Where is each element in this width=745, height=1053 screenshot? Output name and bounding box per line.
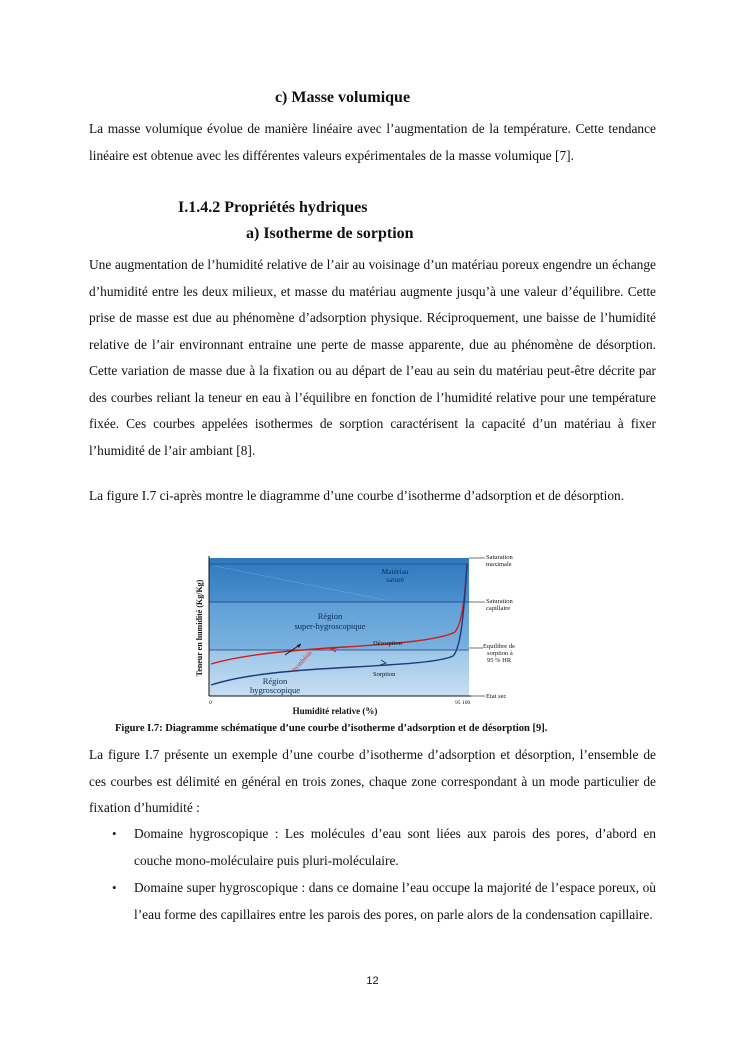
paragraph-masse-volumique: La masse volumique évolue de manière linéaire avec l’augmentation de la température. Cette tendance linéaire est obtenue avec les différentes valeurs expérimentales de la masse volumique [7]. xyxy=(89,121,656,163)
zone-saturated-label: Matériau xyxy=(381,567,409,576)
sorption-label: Sorption xyxy=(373,671,396,678)
list-item-text: Domaine super hygroscopique : dans ce domaine l’eau occupe la majorité de l’espace poreux, où l’eau forme des capillaires entre les parois des pores, on parle alors de la condensation capillaire. xyxy=(134,880,656,922)
list-item-text: Domaine hygroscopique : Les molécules d’eau sont liées aux parois des pores, d’abord en couche mono-moléculaire puis pluri-moléculaire. xyxy=(134,826,656,868)
paragraph-figure-intro: La figure I.7 ci-après montre le diagramme d’une courbe d’isotherme d’adsorption et de désorption. xyxy=(89,488,625,503)
section-title-isotherme: a) Isotherme de sorption xyxy=(246,225,414,242)
zone-saturated xyxy=(209,558,469,602)
x-tick-95: 95 xyxy=(455,700,461,706)
paragraph-isotherme: Une augmentation de l’humidité relative de l’air au voisinage d’un matériau poreux engendre un échange d’humidité entre les deux milieux, et masse du matériau augmente jusqu’à une valeur d’équilibre. Cette prise de masse est due au phénomène d’adsorption physique. Réciproquement, une baisse de l’humidité relative de l’air environnant entraine une perte de masse apparente, due au phénomène de désorption. Cette variation de masse due à la fixation ou au départ de l’eau au sein du matériau peut-être décrite par des courbes reliant la teneur en eau à l’équilibre en fonction de l’humidité relative pour une température fixée. Ces courbes appelées isothermes de sorption caractérisent la capacité d’un matériau à fixer l’humidité de l’air ambiant [8]. xyxy=(89,257,656,458)
equilibrium-label: Equilibre de xyxy=(483,643,515,650)
equilibrium-label-2: sorption à xyxy=(487,650,513,657)
isotherm-diagram xyxy=(185,552,545,718)
zone-hygro-label: Région xyxy=(262,676,288,686)
dry-state-label: Etat sec xyxy=(486,693,507,700)
domain-list xyxy=(112,821,656,929)
paragraph-figure-description: La figure I.7 présente un exemple d’une courbe d’isotherme d’adsorption et désorption, l’ensemble de ces courbes est délimité en général en trois zones, chaque zone correspondant à un mode particulier de fixation d’humidité : xyxy=(89,747,656,815)
zone-super-label: Région xyxy=(317,611,343,621)
y-axis-label: Teneur en humidité (Kg/Kg) xyxy=(195,579,204,677)
x-tick-0: 0 xyxy=(209,700,212,706)
hysteresis-label: hystérésis xyxy=(291,649,314,674)
section-title-masse-volumique: c) Masse volumique xyxy=(274,89,411,106)
figure-caption: Figure I.7: Diagramme schématique d’une courbe d’isotherme d’adsorption et de désorption [9]. xyxy=(115,723,548,734)
saturation-cap-label: Saturation xyxy=(486,598,513,605)
zone-hygroscopic xyxy=(209,650,469,696)
zone-saturated-label-2: saturé xyxy=(386,575,404,584)
saturation-max-label: Saturation xyxy=(486,554,513,561)
bullet-icon: • xyxy=(112,880,117,895)
saturation-max-label-2: maximale xyxy=(486,561,512,568)
section-title-proprietes-hydriques: I.1.4.2 Propriétés hydriques xyxy=(178,199,368,216)
page-number: 12 xyxy=(366,975,379,987)
zone-hygro-label-2: hygroscopique xyxy=(249,685,301,695)
list-item xyxy=(112,875,656,928)
x-axis-label: Humidité relative (%) xyxy=(292,706,378,716)
equilibrium-label-3: 95 % HR xyxy=(487,657,512,664)
desorption-label: Désorption xyxy=(373,640,402,647)
x-tick-100: 100 xyxy=(462,700,471,706)
list-item xyxy=(112,821,656,874)
zone-super-label-2: super-hygroscopique xyxy=(294,621,366,631)
saturation-cap-label-2: capillaire xyxy=(486,605,511,612)
bullet-icon: • xyxy=(112,826,117,841)
